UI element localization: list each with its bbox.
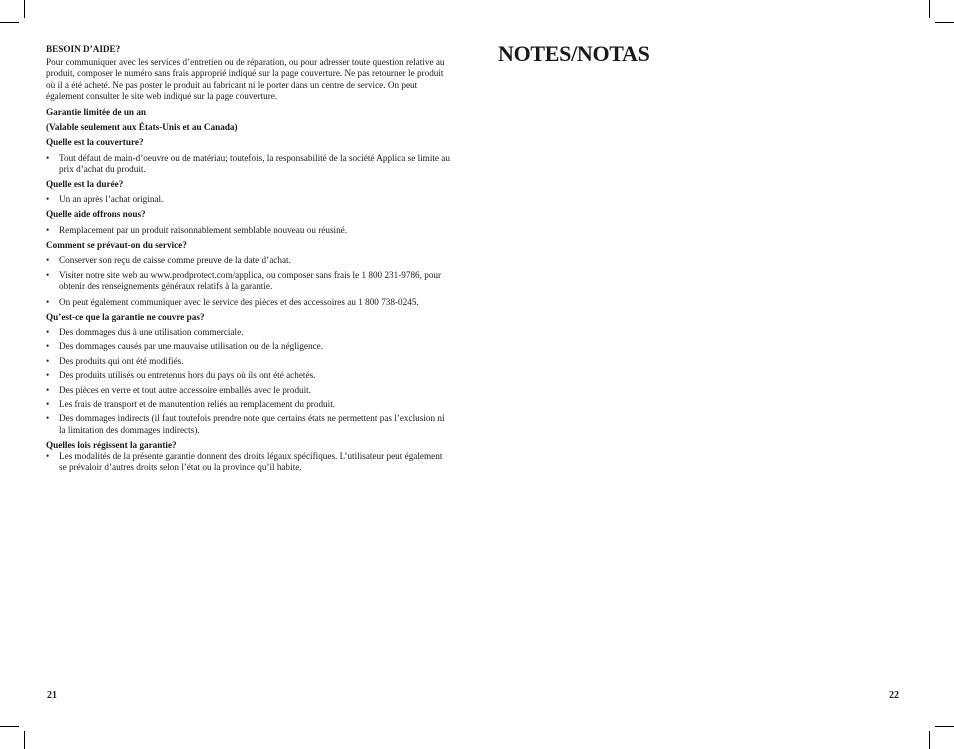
page-number-left: 21	[47, 690, 57, 701]
crop-mark	[0, 726, 19, 727]
section-list	[46, 194, 450, 205]
crop-mark	[0, 22, 19, 23]
section-question: Quelles lois régissent la garantie?	[46, 439, 177, 450]
list-item: • Des produits qui ont été modifiés.	[46, 356, 450, 367]
list-item: • Les frais de transport et de manutention reliés au remplacement du produit.	[46, 399, 450, 410]
list-item: • Conserver son reçu de caisse comme preuve de la date d’achat.	[46, 255, 450, 266]
section-list	[46, 225, 450, 236]
warranty-subtitle: (Valable seulement aux États-Unis et au Canada)	[46, 122, 238, 133]
section-question: Quelle est la couverture?	[46, 137, 144, 148]
help-intro: Pour communiquer avec les services d’entretien ou de réparation, ou pour adresser toute question relative au produit, composer le numéro sans frais approprié indiqué sur la page couverture. Ne pas retourner le produit où il a été acheté. Ne pas poster le produit au fabricant ni le porter dans un centre de service. On peut également consulter le site web indiqué sur la page couverture.	[46, 57, 445, 101]
crop-mark	[935, 22, 954, 23]
warranty-section-exclusions	[46, 312, 450, 436]
crop-mark	[24, 731, 25, 749]
list-item: • Des dommages indirects (il faut toutefois prendre note que certains états ne permettent pas l’exclusion ni la limitation des dommages indirects).	[46, 413, 450, 435]
section-list	[46, 153, 450, 175]
section-question: Qu’est-ce que la garantie ne couvre pas?	[46, 311, 205, 322]
list-item: • Les modalités de la présente garantie donnent des droits légaux spécifiques. L’utilisateur peut également se prévaloir d’autres droits selon l’état ou la province qu’il habite.	[46, 451, 450, 473]
warranty-title: Garantie limitée de un an	[46, 107, 147, 118]
list-item: • Des pièces en verre et tout autre accessoire emballés avec le produit.	[46, 385, 450, 396]
section-list	[46, 255, 450, 308]
crop-mark	[935, 726, 954, 727]
list-item: • Tout défaut de main-d’oeuvre ou de matériau; toutefois, la responsabilité de la société Applica se limite au prix d’achat du produit.	[46, 153, 450, 175]
left-page-content	[46, 44, 450, 477]
warranty-section-duration	[46, 179, 450, 205]
section-question: Quelle aide offrons nous?	[46, 209, 146, 220]
list-item: • Des dommages causés par une mauvaise utilisation ou de la négligence.	[46, 341, 450, 352]
warranty-section-coverage	[46, 137, 450, 175]
page-number-right: 22	[889, 690, 899, 701]
page-title: NOTES/NOTAS	[498, 41, 650, 66]
list-item: • On peut également communiquer avec le service des pièces et des accessoires au 1 800 738-0245.	[46, 297, 450, 308]
crop-mark	[24, 0, 25, 18]
list-item: • Un an après l’achat original.	[46, 194, 450, 205]
crop-mark	[929, 0, 930, 18]
section-question: Quelle est la durée?	[46, 179, 124, 190]
section-question: Comment se prévaut-on du service?	[46, 239, 187, 250]
list-item: • Remplacement par un produit raisonnablement semblable nouveau ou réusiné.	[46, 225, 450, 236]
warranty-section-laws	[46, 440, 450, 474]
warranty-section-help	[46, 209, 450, 235]
section-list	[46, 451, 450, 473]
list-item: • Des produits utilisés ou entretenus hors du pays où ils ont été achetés.	[46, 370, 450, 381]
list-item: • Des dommages dus à une utilisation commerciale.	[46, 327, 450, 338]
section-list	[46, 327, 450, 436]
warranty-section-service	[46, 240, 450, 308]
crop-mark	[929, 731, 930, 749]
help-heading: BESOIN D’AIDE?	[46, 44, 121, 54]
list-item: • Visiter notre site web au www.prodprotect.com/applica, ou composer sans frais le 1 800 231-9786, pour obtenir des renseignements généraux relatifs à la garantie.	[46, 270, 450, 292]
